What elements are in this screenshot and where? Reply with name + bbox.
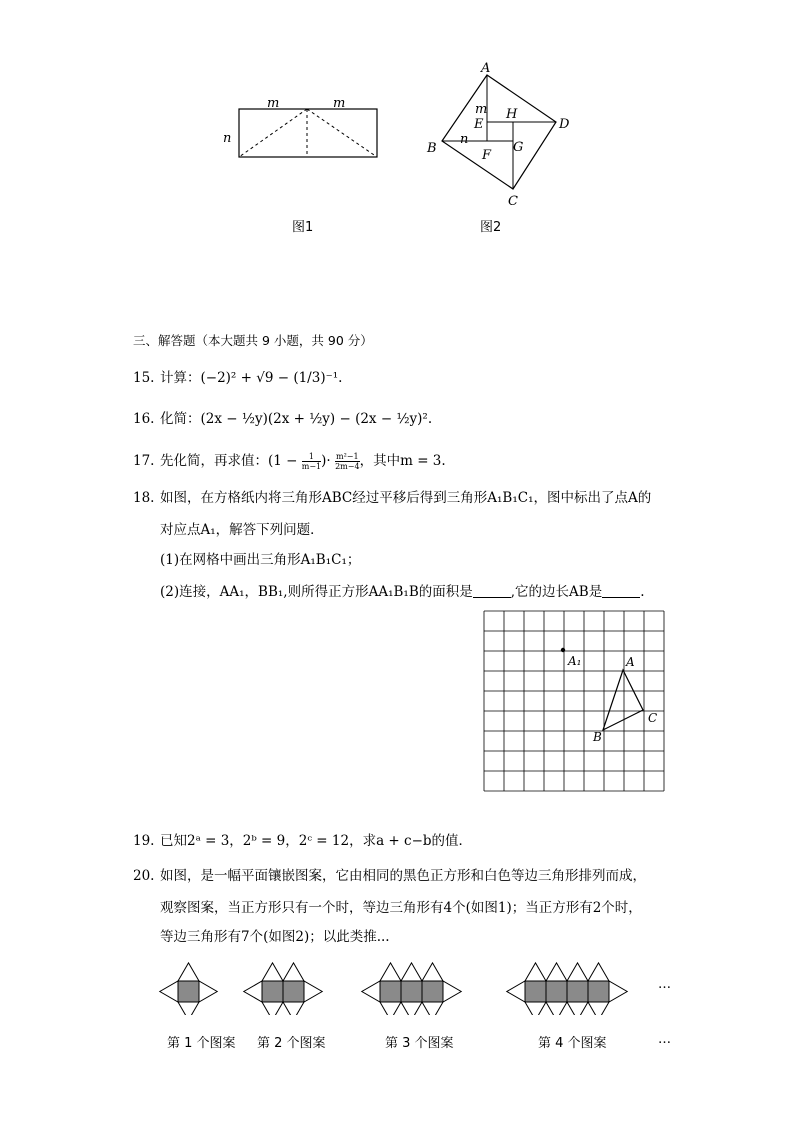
white-triangle xyxy=(546,1002,567,1015)
white-triangle xyxy=(283,1002,304,1015)
question-text-prefix: 先化简，再求值：(1 − xyxy=(160,453,298,469)
answer-blank-side[interactable] xyxy=(602,583,640,598)
part2-text-c: . xyxy=(640,584,645,600)
question-number: 20. xyxy=(133,868,155,884)
grid-figure xyxy=(483,610,665,792)
question-17 xyxy=(133,451,446,471)
tessellation-patterns xyxy=(150,955,690,1015)
black-square xyxy=(401,981,422,1002)
black-square xyxy=(178,981,199,1002)
white-triangle xyxy=(525,1002,546,1015)
fig2-caption: 图2 xyxy=(480,220,502,235)
white-triangle xyxy=(588,963,609,981)
white-triangle xyxy=(567,963,588,981)
fraction-2-denominator: 2m−4 xyxy=(335,462,360,471)
black-square xyxy=(546,981,567,1002)
question-18-part2 xyxy=(160,582,645,602)
point-a1 xyxy=(561,648,565,652)
black-square xyxy=(283,981,304,1002)
black-square xyxy=(525,981,546,1002)
question-number: 18. xyxy=(133,490,155,506)
fig1-label-m-right: m xyxy=(333,96,346,111)
white-triangle xyxy=(422,1002,443,1015)
white-triangle xyxy=(304,981,322,1002)
fraction-2-numerator: m²−1 xyxy=(336,452,359,461)
part2-text-a: (2)连接，AA₁，BB₁,则所得正方形AA₁B₁B的面积是 xyxy=(160,584,473,600)
pattern-caption-3: 第 3 个图案 xyxy=(385,1036,454,1051)
question-20-line3: 等边三角形有7个(如图2)；以此类推... xyxy=(160,929,390,945)
black-square xyxy=(380,981,401,1002)
figure-1 xyxy=(215,90,395,170)
fig2-label-F: F xyxy=(482,148,492,163)
fig2-label-B: B xyxy=(427,141,437,156)
black-square xyxy=(567,981,588,1002)
white-triangle xyxy=(244,981,262,1002)
fig1-label-m-left: m xyxy=(267,96,280,111)
black-square xyxy=(262,981,283,1002)
question-number: 17. xyxy=(133,453,155,469)
fig2-label-m: m xyxy=(475,102,488,117)
fig1-caption: 图1 xyxy=(292,220,314,235)
white-triangle xyxy=(401,1002,422,1015)
white-triangle xyxy=(178,963,199,981)
pattern-caption-2: 第 2 个图案 xyxy=(257,1036,326,1051)
white-triangle xyxy=(178,1002,199,1015)
label-b: B xyxy=(593,730,602,744)
question-16 xyxy=(133,409,432,429)
question-number: 15. xyxy=(133,370,155,386)
white-triangle xyxy=(507,981,525,1002)
pattern-caption-4: 第 4 个图案 xyxy=(538,1036,607,1051)
question-20-line2: 观察图案，当正方形只有一个时，等边三角形有4个(如图1)；当正方形有2个时， xyxy=(160,900,642,916)
fraction-1 xyxy=(302,452,321,471)
question-text: 计算：(−2)² + √9 − (1/3)⁻¹. xyxy=(160,370,343,386)
fig2-label-D: D xyxy=(559,117,570,132)
question-text-mid: )· xyxy=(321,453,331,469)
caption-ellipsis: … xyxy=(658,1032,671,1047)
white-triangle xyxy=(199,981,217,1002)
figure-2 xyxy=(420,58,580,208)
white-triangle xyxy=(422,963,443,981)
label-a1: A₁ xyxy=(568,654,582,668)
question-text-line1: 如图，在方格纸内将三角形ABC经过平移后得到三角形A₁B₁C₁，图中标出了点A的 xyxy=(160,490,652,506)
question-number: 19. xyxy=(133,833,155,849)
question-text: 化简：(2x − ½y)(2x + ½y) − (2x − ½y)². xyxy=(160,411,433,427)
question-18-line2: 对应点A₁，解答下列问题． xyxy=(160,522,324,538)
question-15 xyxy=(133,368,342,388)
fig2-label-H: H xyxy=(506,107,518,122)
grid-lines xyxy=(484,611,664,791)
fraction-2 xyxy=(335,452,360,471)
question-number: 16. xyxy=(133,411,155,427)
white-triangle xyxy=(362,981,380,1002)
question-18 xyxy=(133,488,651,508)
triangle-abc xyxy=(603,670,643,730)
pattern-caption-1: 第 1 个图案 xyxy=(167,1036,236,1051)
white-triangle xyxy=(401,963,422,981)
question-text: 已知2ᵃ = 3，2ᵇ = 9，2ᶜ = 12，求a + c−b的值． xyxy=(160,833,473,849)
fraction-1-denominator: m−1 xyxy=(301,462,322,471)
white-triangle xyxy=(380,963,401,981)
fraction-1-numerator: 1 xyxy=(302,452,321,462)
question-text-suffix: ，其中m = 3. xyxy=(359,453,446,469)
question-20 xyxy=(133,866,646,886)
fig1-label-n: n xyxy=(223,131,232,146)
black-square xyxy=(422,981,443,1002)
question-18-part1: (1)在网格中画出三角形A₁B₁C₁； xyxy=(160,552,361,568)
white-triangle xyxy=(160,981,178,1002)
label-c: C xyxy=(648,711,658,725)
fig2-label-C: C xyxy=(508,194,518,208)
white-triangle xyxy=(546,963,567,981)
white-triangle xyxy=(525,963,546,981)
white-triangle xyxy=(262,963,283,981)
white-triangle xyxy=(262,1002,283,1015)
part2-text-b: ,它的边长AB是 xyxy=(510,584,603,600)
fig2-label-E: E xyxy=(474,117,484,132)
white-triangle xyxy=(283,963,304,981)
fig2-label-A: A xyxy=(481,61,491,76)
fig2-label-G: G xyxy=(513,140,524,155)
black-square xyxy=(588,981,609,1002)
section-title: 三、解答题（本大题共 9 小题，共 90 分） xyxy=(133,333,373,348)
white-triangle xyxy=(443,981,461,1002)
white-triangle xyxy=(380,1002,401,1015)
white-triangle xyxy=(609,981,627,1002)
white-triangle xyxy=(588,1002,609,1015)
white-triangle xyxy=(567,1002,588,1015)
pattern-ellipsis: … xyxy=(658,977,671,992)
question-19 xyxy=(133,831,472,851)
question-text-line1: 如图，是一幅平面镶嵌图案，它由相同的黑色正方形和白色等边三角形排列而成， xyxy=(160,868,646,884)
label-a: A xyxy=(626,655,635,669)
fig2-label-n: n xyxy=(460,132,469,147)
answer-blank-area[interactable] xyxy=(473,583,511,598)
